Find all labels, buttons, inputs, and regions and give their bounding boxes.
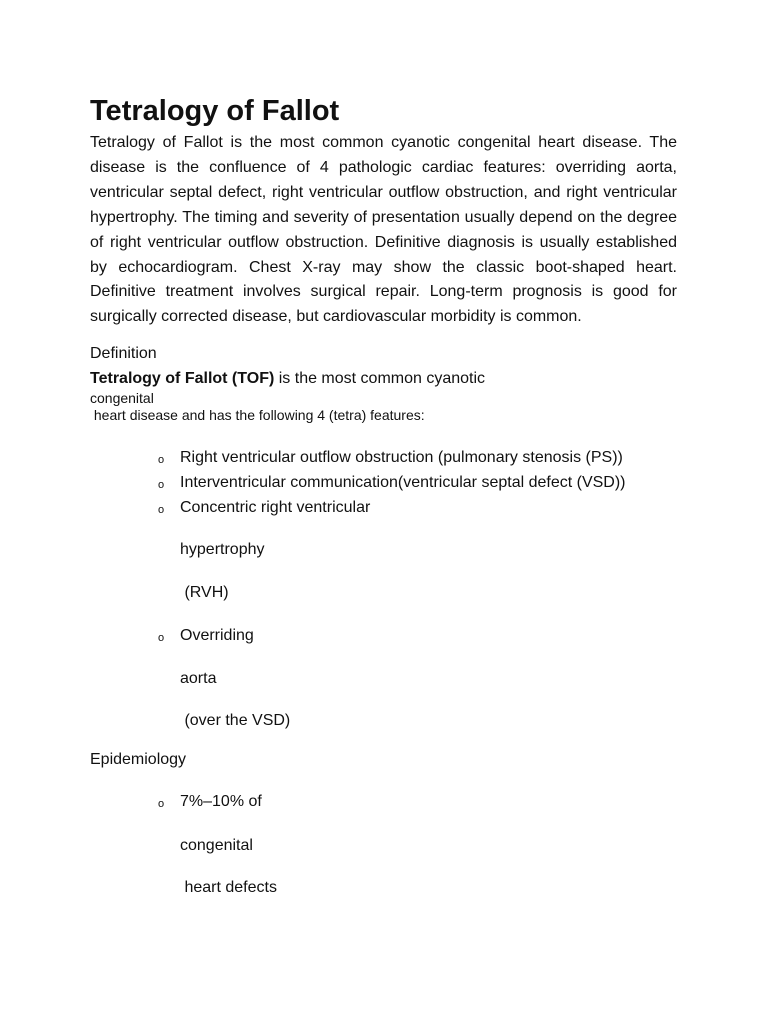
list-item-continuation: (RVH) bbox=[180, 584, 229, 601]
definition-bold-term: Tetralogy of Fallot (TOF) bbox=[90, 370, 275, 387]
intro-paragraph: Tetralogy of Fallot is the most common cyanotic congenital heart disease. The disease is the confluence of 4 pathologic cardiac features: overriding aorta, ventricular septal defect, right ventricular outflow obstruction, and right ventricular hypertrophy. The timing and severity of presentation usually depend on the degree of right ventricular outflow obstruction. Definitive diagnosis is usually established by echocardiogram. Chest X-ray may show the classic boot-shaped heart. Definitive treatment involves surgical repair. Long-term prognosis is good for surgically corrected disease, but cardiovascular morbidity is common. bbox=[90, 134, 677, 326]
bullet-icon: o bbox=[158, 504, 165, 516]
bullet-icon: o bbox=[158, 632, 165, 644]
definition-heading: Definition bbox=[90, 345, 157, 362]
definition-line-2: congenital bbox=[90, 390, 154, 406]
list-item: Overriding bbox=[180, 627, 254, 644]
list-item-continuation: heart defects bbox=[180, 879, 277, 896]
definition-line-1 bbox=[90, 369, 485, 389]
page-title: Tetralogy of Fallot bbox=[90, 95, 340, 127]
list-item-continuation: hypertrophy bbox=[180, 541, 265, 558]
bullet-icon: o bbox=[158, 798, 165, 810]
bullet-icon: o bbox=[158, 454, 165, 466]
list-item-continuation: (over the VSD) bbox=[180, 712, 291, 729]
list-item: Interventricular communication(ventricular septal defect (VSD)) bbox=[180, 474, 626, 491]
definition-line-3: heart disease and has the following 4 (tetra) features: bbox=[90, 407, 425, 423]
definition-line-1-rest: is the most common cyanotic bbox=[274, 370, 486, 387]
list-item: 7%–10% of bbox=[180, 793, 262, 810]
list-item: Right ventricular outflow obstruction (pulmonary stenosis (PS)) bbox=[180, 449, 623, 466]
list-item-continuation: congenital bbox=[180, 837, 253, 854]
epidemiology-heading: Epidemiology bbox=[90, 751, 187, 768]
list-item: Concentric right ventricular bbox=[180, 499, 371, 516]
list-item-continuation: aorta bbox=[180, 670, 217, 687]
bullet-icon: o bbox=[158, 479, 165, 491]
